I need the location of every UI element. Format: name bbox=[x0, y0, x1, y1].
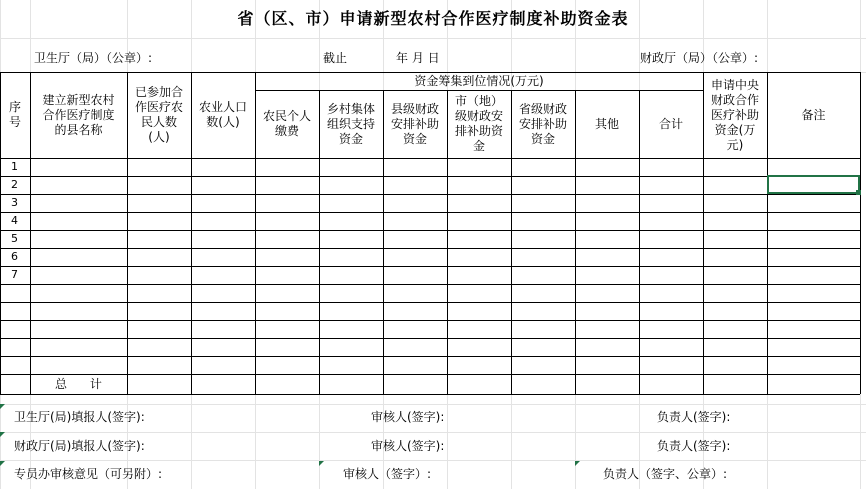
row-number-1[interactable]: 1 bbox=[11, 160, 18, 173]
table-border-v bbox=[383, 90, 384, 394]
table-border-v bbox=[0, 72, 1, 394]
table-border-v bbox=[30, 72, 31, 394]
comment-indicator-icon bbox=[0, 461, 5, 466]
table-border-v bbox=[447, 90, 448, 394]
table-border-h bbox=[0, 230, 860, 231]
table-border-v bbox=[511, 90, 512, 394]
table-border-h bbox=[0, 302, 860, 303]
header-county-name[interactable]: 建立新型农村 合作医疗制度 的县名称 bbox=[42, 92, 115, 137]
table-border-v bbox=[319, 90, 320, 394]
gridline-h bbox=[0, 38, 866, 39]
deadline-label: 截止 bbox=[323, 51, 348, 65]
row-number-3[interactable]: 3 bbox=[11, 196, 18, 209]
row-number-2[interactable]: 2 bbox=[11, 178, 18, 191]
table-border-h bbox=[0, 320, 860, 321]
header-province-subsidy[interactable]: 省级财政 安排补助 资金 bbox=[518, 101, 567, 146]
gridline-h bbox=[0, 404, 866, 405]
table-border-h bbox=[0, 248, 860, 249]
table-border-v bbox=[191, 72, 192, 394]
header-remarks[interactable]: 备注 bbox=[801, 107, 826, 122]
reviewer-label-3: 审核人（签字）: bbox=[343, 467, 432, 481]
comment-indicator-icon bbox=[0, 404, 5, 409]
header-central-request[interactable]: 申请中央 财政合作 医疗补助 资金(万 元) bbox=[710, 77, 759, 152]
table-border-h bbox=[0, 194, 860, 195]
health-dept-seal-label: 卫生厅（局）（公章）: bbox=[34, 51, 153, 65]
table-border-h bbox=[0, 158, 860, 159]
table-border-v bbox=[639, 90, 640, 394]
table-border-h bbox=[0, 284, 860, 285]
table-border-h bbox=[0, 212, 860, 213]
table-border-v bbox=[703, 72, 704, 394]
reviewer-label-2: 审核人(签字): bbox=[371, 439, 445, 453]
table-border-v bbox=[767, 72, 768, 394]
table-border-h bbox=[0, 374, 860, 375]
header-other[interactable]: 其他 bbox=[594, 116, 619, 131]
row-number-5[interactable]: 5 bbox=[11, 232, 18, 245]
table-border-h bbox=[0, 394, 860, 395]
finance-dept-seal-label: 财政厅（局）（公章）: bbox=[640, 51, 759, 65]
office-opinion-label: 专员办审核意见（可另附）: bbox=[14, 467, 163, 481]
sheet-title: 省（区、市）申请新型农村合作医疗制度补助资金表 bbox=[237, 9, 629, 28]
leader-label-3: 负责人（签字、公章）: bbox=[603, 467, 728, 481]
row-number-4[interactable]: 4 bbox=[11, 214, 18, 227]
row-number-6[interactable]: 6 bbox=[11, 250, 18, 263]
header-seq[interactable]: 序 号 bbox=[8, 100, 21, 129]
total-row-label[interactable]: 总 计 bbox=[55, 376, 102, 391]
table-border-h bbox=[0, 338, 860, 339]
fill-handle[interactable] bbox=[856, 190, 861, 195]
reviewer-label-1: 审核人(签字): bbox=[371, 410, 445, 424]
leader-label-2: 负责人(签字): bbox=[657, 439, 731, 453]
table-border-v bbox=[127, 72, 128, 394]
table-border-v bbox=[255, 72, 256, 394]
table-border-h bbox=[0, 72, 860, 73]
header-agri-population[interactable]: 农业人口 数(人) bbox=[198, 100, 247, 129]
selected-cell[interactable] bbox=[767, 175, 860, 194]
table-border-h bbox=[0, 356, 860, 357]
table-border-v bbox=[860, 72, 861, 394]
comment-indicator-icon bbox=[319, 461, 324, 466]
comment-indicator-icon bbox=[575, 461, 580, 466]
header-county-subsidy[interactable]: 县级财政 安排补助 资金 bbox=[390, 101, 439, 146]
comment-indicator-icon bbox=[0, 432, 5, 437]
header-village-support[interactable]: 乡村集体 组织支持 资金 bbox=[326, 101, 375, 146]
finance-filler-label: 财政厅(局)填报人(签字): bbox=[14, 439, 145, 453]
deadline-date-label: 年 月 日 bbox=[396, 51, 440, 65]
leader-label-1: 负责人(签字): bbox=[657, 410, 731, 424]
header-funds-group[interactable]: 资金筹集到位情况(万元) bbox=[414, 73, 544, 88]
header-city-subsidy[interactable]: 市（地） 级财政安 排补助资 金 bbox=[454, 94, 503, 153]
table-border-h bbox=[0, 266, 860, 267]
table-border-h bbox=[255, 90, 703, 91]
row-number-7[interactable]: 7 bbox=[11, 268, 18, 281]
health-filler-label: 卫生厅(局)填报人(签字): bbox=[14, 410, 145, 424]
gridline-h bbox=[0, 460, 866, 461]
table-border-h bbox=[0, 176, 860, 177]
header-participants[interactable]: 已参加合 作医疗农 民人数 (人) bbox=[134, 85, 183, 144]
header-farmer-pay[interactable]: 农民个人 缴费 bbox=[262, 109, 311, 138]
header-total[interactable]: 合计 bbox=[658, 116, 683, 131]
table-border-v bbox=[575, 90, 576, 394]
gridline-h bbox=[0, 432, 866, 433]
